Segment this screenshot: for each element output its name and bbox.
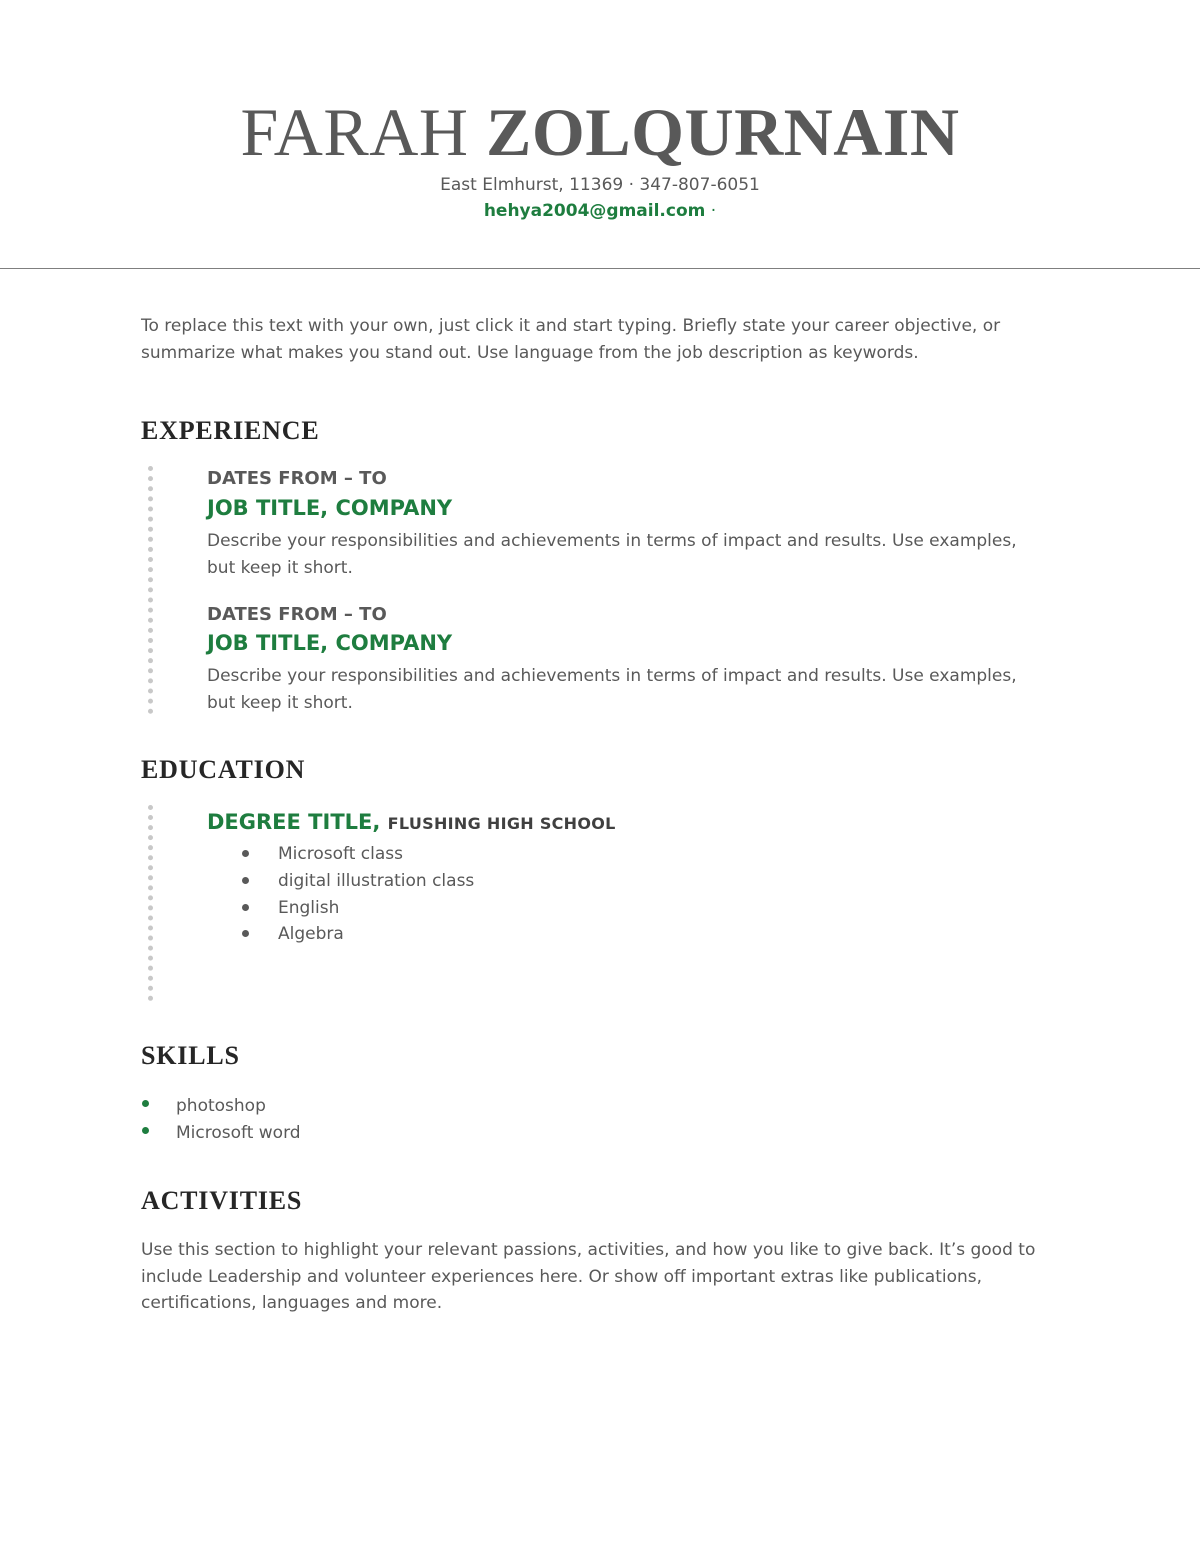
objective-paragraph (141, 313, 1000, 366)
email-line (0, 200, 1200, 222)
bullet-icon (242, 850, 249, 857)
bullet-icon (142, 1127, 149, 1134)
course-item: Microsoft class (278, 844, 403, 864)
degree-line (207, 808, 616, 838)
experience-description-line: but keep it short. (207, 692, 353, 713)
activities-line: Use this section to highlight your relevant passions, activities, and how you like to give back. It’s good to (141, 1240, 1036, 1260)
last-name: ZOLQURNAIN (485, 94, 960, 170)
skills-heading: SKILLS (141, 1041, 240, 1070)
degree-title: DEGREE TITLE, (207, 810, 381, 834)
objective-line: summarize what makes you stand out. Use language from the job description as keywords. (141, 342, 919, 363)
activities-paragraph (141, 1237, 1035, 1317)
email-address[interactable]: hehya2004@gmail.com (483, 201, 706, 221)
email-separator: · (705, 201, 717, 221)
activities-line: certifications, languages and more. (141, 1293, 443, 1313)
education-dotted-line (148, 805, 153, 1001)
skill-item: Microsoft word (176, 1123, 301, 1143)
bullet-icon (242, 930, 249, 937)
activities-line: include Leadership and volunteer experiences here. Or show off important extras like publications, (141, 1266, 983, 1287)
experience-description-line: Describe your responsibilities and achievements in terms of impact and results. Use examples, (207, 666, 1017, 686)
skill-item: photoshop (176, 1096, 266, 1116)
experience-dotted-line (148, 466, 153, 714)
first-name: FARAH (240, 94, 469, 170)
experience-heading: EXPERIENCE (141, 416, 320, 445)
objective-line: To replace this text with your own, just click it and start typing. Briefly state your career objective, or (141, 316, 1001, 336)
course-item: English (278, 898, 340, 918)
experience-description (207, 528, 1017, 581)
school-name: FLUSHING HIGH SCHOOL (387, 814, 616, 833)
bullet-icon (142, 1100, 149, 1107)
experience-description-line: Describe your responsibilities and achievements in terms of impact and results. Use examples, (207, 531, 1017, 551)
course-item: Algebra (278, 924, 344, 944)
activities-heading: ACTIVITIES (141, 1186, 303, 1215)
bullet-icon (242, 877, 249, 884)
contact-line: East Elmhurst, 11369 · 347-807-6051 (440, 175, 760, 195)
experience-description-line: but keep it short. (207, 557, 353, 578)
course-item: digital illustration class (278, 871, 475, 891)
education-heading: EDUCATION (141, 755, 306, 784)
experience-job-title: JOB TITLE, COMPANY (207, 631, 453, 655)
resume-name (0, 92, 1200, 172)
header-divider (0, 268, 1200, 269)
experience-dates: DATES FROM – TO (207, 468, 387, 489)
bullet-icon (242, 904, 249, 911)
experience-dates: DATES FROM – TO (207, 604, 387, 625)
experience-job-title: JOB TITLE, COMPANY (207, 496, 453, 520)
experience-description (207, 663, 1017, 716)
